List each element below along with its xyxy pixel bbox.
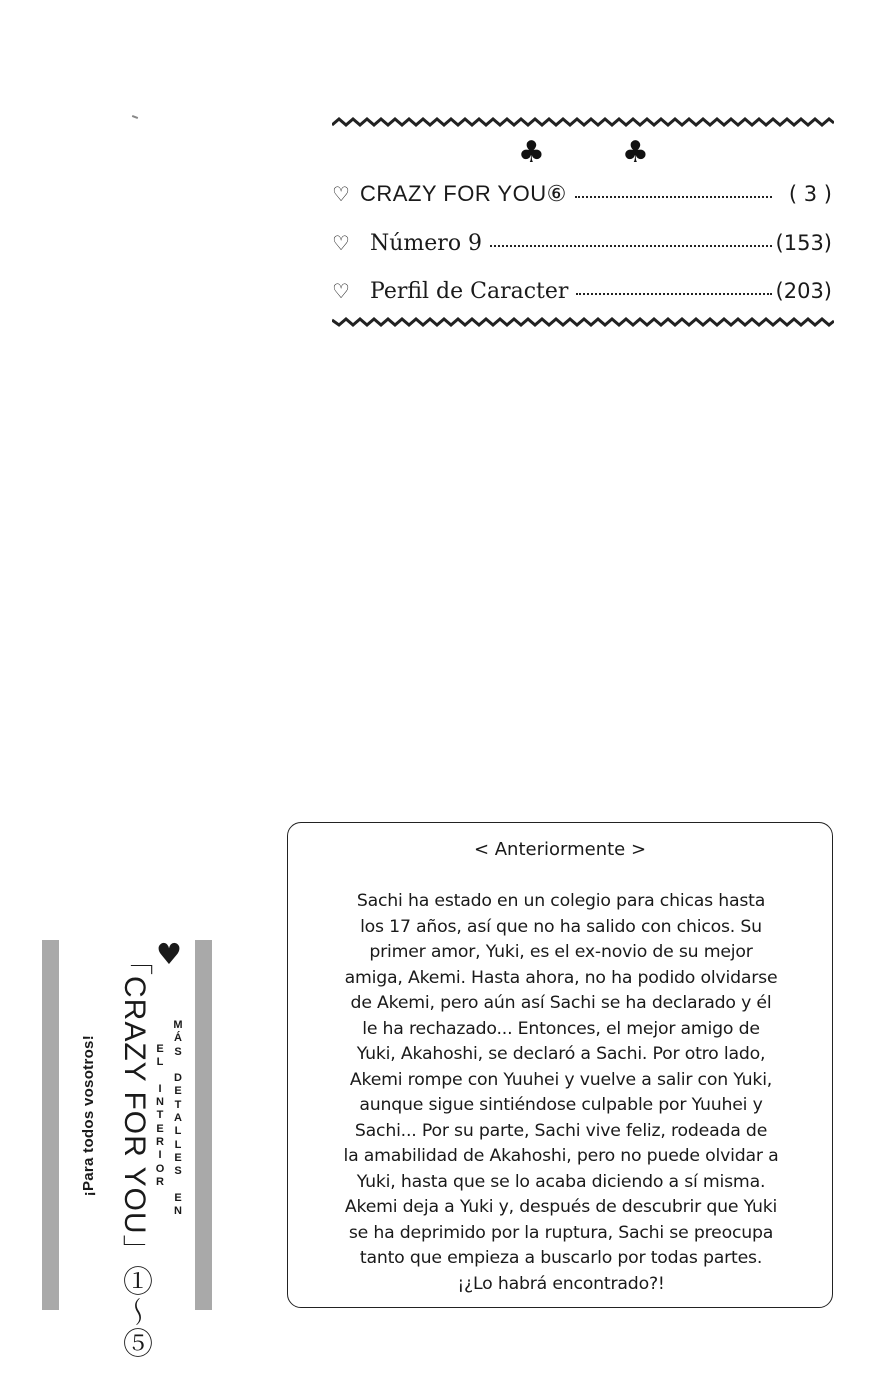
heart-outline-icon: ♡ bbox=[332, 182, 350, 206]
summary-line: amiga, Akemi. Hasta ahora, no ha podido olvidarse bbox=[344, 967, 778, 988]
summary-box bbox=[287, 822, 833, 1308]
summary-line: Sachi... Por su parte, Sachi vive feliz, rodeada de bbox=[354, 1120, 768, 1141]
vertical-text-details: M Á S D E T A L L E S E N bbox=[173, 1019, 183, 1218]
summary-line: se ha deprimido por la ruptura, Sachi se preocupa bbox=[348, 1222, 774, 1243]
zigzag-rule-bottom bbox=[332, 317, 834, 327]
summary-line: Sachi ha estado en un colegio para chicas hasta bbox=[356, 891, 766, 911]
table-of-contents bbox=[332, 113, 834, 331]
summary-line: Akemi deja a Yuki y, después de descubrir que Yuki bbox=[344, 1197, 778, 1217]
toc-entry-title: Perfil de Caracter bbox=[370, 278, 569, 304]
summary-text bbox=[304, 889, 818, 1297]
toc-entry-title: CRAZY FOR YOU⑥ bbox=[360, 181, 567, 206]
summary-line: Yuki, Akahoshi, se declaró a Sachi. Por otro lado, bbox=[356, 1044, 766, 1064]
toc-entry-page: ( 3 ) bbox=[788, 182, 832, 206]
toc-entry-page: (203) bbox=[775, 279, 832, 303]
series-title: 「CRAZY FOR YOU」①～⑤ bbox=[118, 945, 151, 1359]
heart-filled-icon: ♥ bbox=[156, 937, 182, 971]
dot-leader bbox=[576, 293, 771, 295]
clubs-row bbox=[332, 135, 834, 171]
toc-entry-page: (153) bbox=[775, 231, 832, 255]
summary-line: tanto que empieza a buscarlo por todas partes. bbox=[359, 1248, 763, 1268]
grey-bar-left bbox=[42, 940, 59, 1310]
summary-line: los 17 años, así que no ha salido con chicos. Su bbox=[360, 916, 762, 937]
toc-entry-perfil bbox=[332, 274, 832, 308]
summary-line: de Akemi, pero aún así Sachi se ha declarado y él bbox=[350, 993, 772, 1013]
summary-line: Akemi rompe con Yuuhei y vuelve a salir con Yuki, bbox=[349, 1069, 773, 1090]
club-icon: ♣ bbox=[518, 135, 545, 170]
summary-heading: < Anteriormente > bbox=[473, 839, 647, 860]
grey-bar-right bbox=[195, 940, 212, 1310]
summary-line: la amabilidad de Akahoshi, pero no puede olvidar a bbox=[343, 1146, 779, 1166]
summary-line: le ha rechazado... Entonces, el mejor amigo de bbox=[362, 1018, 760, 1039]
summary-line: Yuki, hasta que se lo acaba diciendo a sí misma. bbox=[356, 1171, 766, 1192]
dot-leader bbox=[575, 196, 772, 198]
zigzag-rule-top bbox=[332, 117, 834, 127]
summary-line: aunque sigue sintiéndose culpable por Yuuhei y bbox=[359, 1095, 763, 1115]
summary-line: primer amor, Yuki, es el ex-novio de su mejor bbox=[369, 942, 753, 962]
scan-speck bbox=[132, 115, 138, 119]
dot-leader bbox=[490, 245, 771, 247]
toc-entry-title: Número 9 bbox=[370, 230, 483, 256]
promo-text: ¡Para todos vosotros! bbox=[80, 1035, 97, 1197]
toc-entry-crazy-for-you bbox=[332, 177, 832, 211]
toc-entry-numero-9 bbox=[332, 226, 832, 260]
heart-outline-icon: ♡ bbox=[332, 231, 350, 255]
vertical-text-interior: E L I N T E R I O R bbox=[155, 1043, 165, 1188]
club-icon: ♣ bbox=[622, 135, 649, 170]
heart-outline-icon: ♡ bbox=[332, 279, 350, 303]
summary-line: ¡¿Lo habrá encontrado?! bbox=[457, 1273, 665, 1294]
